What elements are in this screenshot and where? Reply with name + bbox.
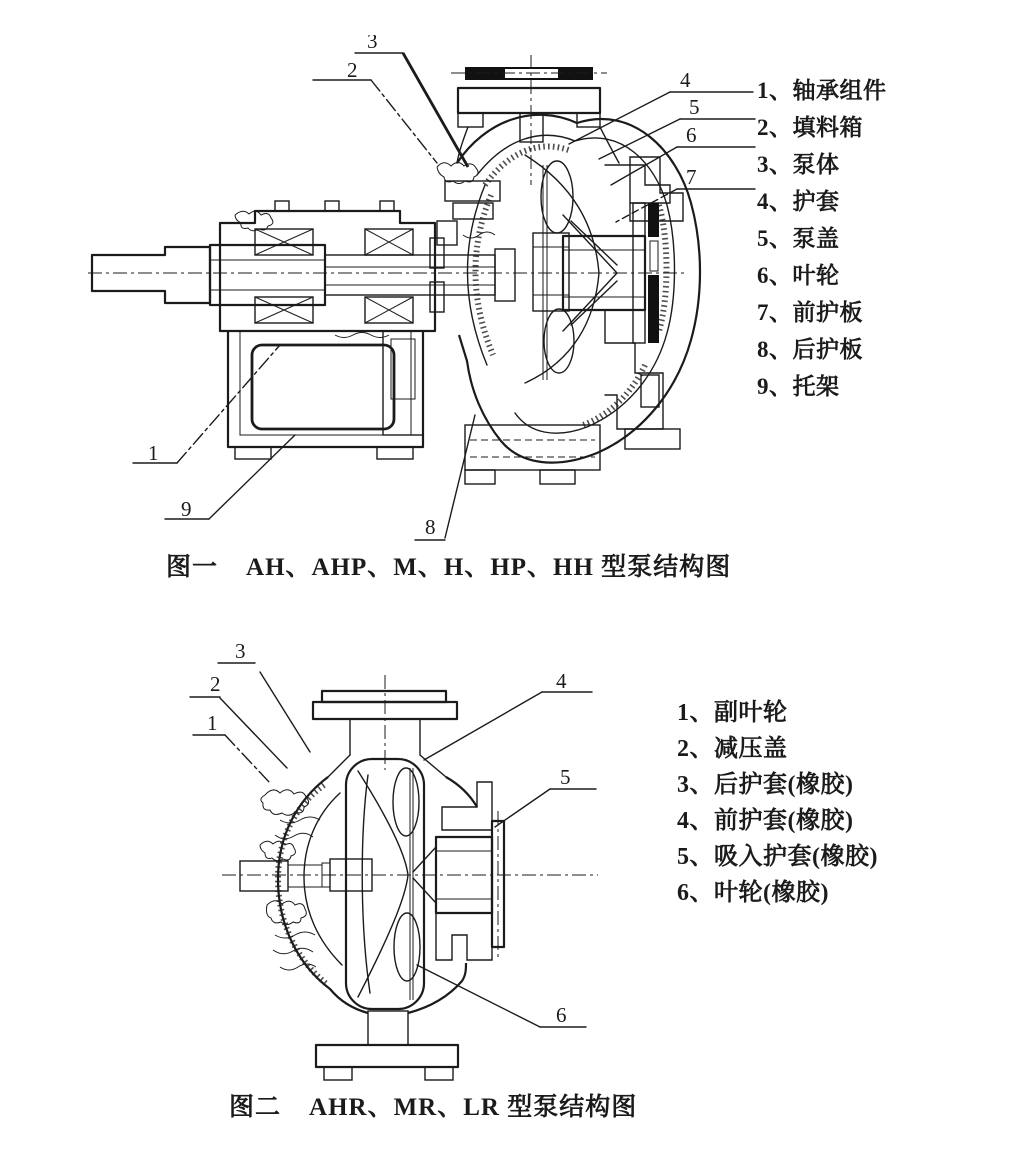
suction-flange-upper: [648, 203, 659, 237]
impeller-vane-lower: [394, 913, 420, 981]
legend-item-label: 后护套(橡胶): [714, 772, 854, 798]
legend-item-number: 5: [757, 226, 769, 251]
shaft-end: [92, 247, 210, 303]
legend-item-number: 7: [757, 300, 769, 325]
casing-outer-top-right: [446, 777, 477, 807]
bottom-flange: [316, 1011, 458, 1080]
enumeration-comma: 、: [769, 115, 793, 140]
figure1-caption-prefix: 图一: [166, 554, 219, 581]
enumeration-comma: 、: [769, 152, 793, 177]
legend-item-label: 副叶轮: [714, 700, 788, 726]
enumeration-comma: 、: [769, 78, 793, 103]
enumeration-comma: 、: [689, 808, 714, 834]
impeller-outline: [346, 759, 424, 1009]
legend-item-label: 叶轮: [792, 263, 840, 288]
shaft-sleeve-lines: [210, 260, 325, 290]
shaft-nut: [495, 249, 515, 301]
legend-item-number: 6: [757, 263, 769, 288]
bracket-foot: [235, 447, 271, 459]
bottom-foot: [324, 1067, 352, 1080]
legend-item-label: 后护板: [792, 337, 863, 362]
enumeration-comma: 、: [689, 844, 714, 870]
legend-item-number: 3: [757, 152, 769, 177]
legend-item-label: 泵体: [792, 152, 840, 177]
legend-item-label: 叶轮(橡胶): [714, 880, 829, 906]
pump-casing: [278, 777, 477, 1013]
stuffing-box-body: [445, 181, 500, 201]
flange-wing: [458, 113, 483, 127]
legend-item: [757, 333, 887, 370]
legend-item-number: 6: [677, 880, 690, 906]
casing-foot: [540, 470, 575, 484]
leader-line-6: [611, 147, 677, 185]
figure1-caption: [166, 547, 731, 583]
shaft-sleeve: [325, 255, 495, 295]
impeller-vane-lower: [544, 309, 574, 373]
upper-cover-hatched: [442, 782, 492, 830]
legend-item-label: 护套: [792, 189, 840, 214]
impeller-vane-upper: [541, 161, 573, 233]
legend-item: [677, 769, 878, 805]
flange-top-bar: [322, 691, 446, 702]
impeller: [525, 155, 617, 383]
bottom-stem: [368, 1011, 408, 1045]
legend-item: [677, 841, 878, 877]
figure1-pump-cross-section: [85, 35, 765, 555]
legend-item: [677, 877, 878, 913]
vane-silhouette: [362, 775, 370, 993]
legend-item: [757, 222, 887, 259]
legend-item: [757, 74, 887, 111]
figure2-legend: [677, 697, 878, 913]
leader-line-2: [220, 698, 287, 768]
shaft-step: [288, 865, 322, 887]
sleeve-bore-lines: [325, 267, 495, 285]
figure2-caption-prefix: 图二: [229, 1094, 282, 1121]
figure1-caption-title: AH、AHP、M、H、HP、HH 型泵结构图: [246, 554, 732, 581]
legend-item-number: 9: [757, 374, 769, 399]
leader-line-6: [417, 965, 540, 1027]
legend-item-number: 4: [757, 189, 769, 214]
callout-number-3: 3: [235, 639, 246, 663]
callout-number-2: 2: [347, 58, 358, 82]
enumeration-comma: 、: [769, 263, 793, 288]
housing-bolt: [275, 201, 289, 211]
discharge-neck: [457, 127, 619, 163]
callout-number-2: 2: [210, 672, 221, 696]
legend-item-number: 1: [757, 78, 769, 103]
enumeration-comma: 、: [769, 374, 793, 399]
legend-item-number: 1: [677, 700, 690, 726]
lug-bolt-lines: [470, 440, 595, 457]
suction-flange-bore: [650, 241, 658, 271]
bracket-foot: [377, 447, 413, 459]
support-bracket: [228, 331, 423, 459]
callout-number-5: 5: [689, 95, 700, 119]
bearing-cross: [255, 297, 313, 323]
housing-bolt: [325, 201, 339, 211]
legend-item-number: 3: [677, 772, 690, 798]
enumeration-comma: 、: [689, 772, 714, 798]
bearing-assembly: [220, 201, 444, 338]
leader-line-5: [495, 789, 550, 827]
legend-item-label: 填料箱: [792, 115, 863, 140]
callout-number-4: 4: [680, 68, 691, 92]
casing-foot: [465, 470, 495, 484]
legend-item-label: 前护套(橡胶): [714, 808, 854, 834]
legend-item-number: 8: [757, 337, 769, 362]
figure1-legend: [757, 74, 887, 407]
suction-flange-lower: [648, 275, 659, 343]
callout-number-6: 6: [556, 1003, 567, 1027]
figure2-caption: [229, 1087, 637, 1123]
legend-item: [757, 111, 887, 148]
liner-stipple: [485, 146, 667, 425]
legend-item-label: 泵盖: [792, 226, 840, 251]
leader-line-3: [260, 672, 310, 752]
figure2-pump-cross-section: [185, 635, 620, 1095]
impeller-gap-lines: [410, 768, 413, 1000]
callout-number-1: 1: [148, 441, 159, 465]
cover-lower-hatched: [641, 375, 659, 407]
legend-item-label: 吸入护套(橡胶): [714, 844, 878, 870]
leader-line-8: [445, 415, 475, 538]
enumeration-comma: 、: [689, 700, 714, 726]
callout-number-4: 4: [556, 669, 567, 693]
legend-item-label: 前护板: [792, 300, 863, 325]
legend-item: [677, 697, 878, 733]
callout-number-9: 9: [181, 497, 192, 521]
shaft-body: [210, 245, 325, 305]
impeller-vane-upper: [393, 768, 419, 836]
legend-item: [757, 185, 887, 222]
suction-assembly: [413, 782, 504, 960]
legend-item-number: 5: [677, 844, 690, 870]
legend-item: [757, 296, 887, 333]
labyrinth-seal: [430, 282, 444, 312]
enumeration-comma: 、: [689, 880, 714, 906]
rubber-texture: [267, 901, 307, 925]
legend-item-number: 2: [677, 736, 690, 762]
bottom-flange-bar: [316, 1045, 458, 1067]
enumeration-comma: 、: [769, 337, 793, 362]
gland-follower: [437, 221, 457, 245]
bearing-cross: [365, 229, 413, 255]
enumeration-comma: 、: [769, 300, 793, 325]
legend-item-number: 2: [757, 115, 769, 140]
pump-shaft: [92, 245, 515, 305]
bearing-cross: [365, 297, 413, 323]
casing-liner: [304, 793, 342, 965]
callout-number-8: 8: [425, 515, 436, 539]
legend-item: [757, 370, 887, 407]
bottom-foot: [425, 1067, 453, 1080]
legend-item: [677, 733, 878, 769]
callout-number-5: 5: [560, 765, 571, 789]
housing-bolt: [380, 201, 394, 211]
legend-item-number: 4: [677, 808, 690, 834]
callout-number-7: 7: [686, 165, 697, 189]
discharge-flange-plate: [458, 88, 600, 113]
bearing-cross: [255, 229, 313, 255]
stuffing-box: [437, 163, 500, 246]
legend-item-label: 减压盖: [714, 736, 788, 762]
callout-number-6: 6: [686, 123, 697, 147]
shaft-and-rubber-parts: [240, 790, 322, 970]
enumeration-comma: 、: [769, 189, 793, 214]
legend-item-label: 托架: [792, 374, 840, 399]
callout-number-1: 1: [207, 711, 218, 735]
enumeration-comma: 、: [769, 226, 793, 251]
leader-line-4: [569, 92, 670, 144]
callout-number-3: 3: [367, 35, 378, 53]
figure2-caption-title: AHR、MR、LR 型泵结构图: [309, 1094, 638, 1121]
legend-item: [677, 805, 878, 841]
enumeration-comma: 、: [689, 736, 714, 762]
legend-item: [757, 259, 887, 296]
casting-texture: [335, 333, 389, 338]
bracket-wall: [240, 331, 411, 435]
legend-item-label: 轴承组件: [792, 78, 887, 103]
bracket-window: [252, 345, 394, 429]
rubber-texture: [275, 817, 320, 839]
lower-cover-hatched: [436, 913, 492, 960]
legend-item: [757, 148, 887, 185]
casing-bottom-lug: [465, 425, 600, 470]
